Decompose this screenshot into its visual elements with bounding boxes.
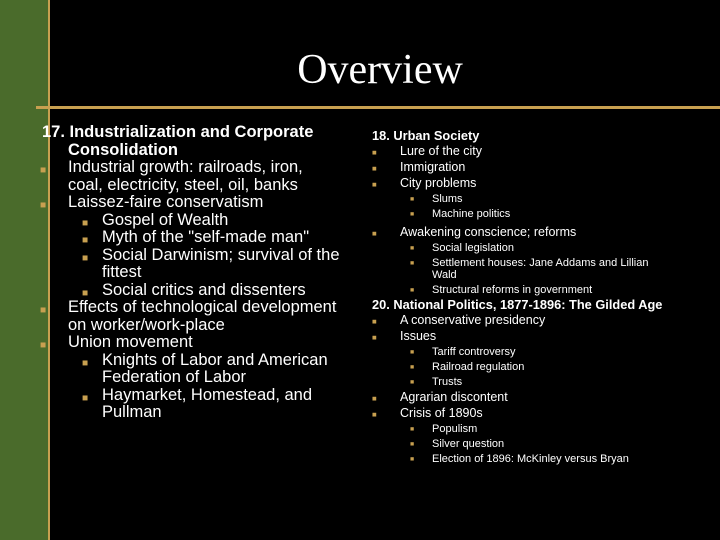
list-item: ■ Issues <box>372 330 672 343</box>
list-item: ■ City problems <box>372 177 672 190</box>
square-bullet-icon <box>410 424 414 436</box>
list-item: ■ Tariff controversy <box>372 346 672 358</box>
list-item: ■ Railroad regulation <box>372 361 672 373</box>
section-18-heading: 18. Urban Society <box>372 128 480 143</box>
square-bullet-icon <box>372 331 377 344</box>
list-item: ■ Knights of Labor and American Federation of Labor <box>40 352 342 387</box>
list-item: ■ Slums <box>372 193 672 205</box>
square-bullet-icon <box>372 227 377 240</box>
section-20-heading: 20. National Politics, 1877-1896: The Gilded Age <box>372 297 663 312</box>
square-bullet-icon <box>410 454 414 466</box>
square-bullet-icon <box>372 178 377 191</box>
slide-title: Overview <box>297 47 463 93</box>
list-item: ■ Awakening conscience; reforms <box>372 226 672 239</box>
list-item: ■ Union movement <box>40 334 342 352</box>
list-item: ■ A conservative presidency <box>372 314 672 327</box>
list-item: ■ Social Darwinism; survival of the fittest <box>40 247 342 282</box>
list-item: ■ Immigration <box>372 161 672 174</box>
square-bullet-icon <box>372 146 377 159</box>
square-bullet-icon <box>372 162 377 175</box>
square-bullet-icon <box>410 209 414 221</box>
left-column-list <box>40 124 342 422</box>
square-bullet-icon <box>82 250 88 268</box>
list-item: ■ Populism <box>372 423 672 435</box>
square-bullet-icon <box>410 362 414 374</box>
list-item: ■ Gospel of Wealth <box>40 212 342 230</box>
list-item: ■ Industrial growth: railroads, iron, coal, electricity, steel, oil, banks <box>40 159 342 194</box>
square-bullet-icon <box>410 285 414 297</box>
list-item: ■ Trusts <box>372 376 672 388</box>
square-bullet-icon <box>410 194 414 206</box>
list-item: ■ Agrarian discontent <box>372 391 672 404</box>
square-bullet-icon <box>372 408 377 421</box>
square-bullet-icon <box>410 258 414 270</box>
list-item: ■ Machine politics <box>372 208 672 220</box>
list-item: ■ Crisis of 1890s <box>372 407 672 420</box>
square-bullet-icon <box>82 355 88 373</box>
list-item: ■ Structural reforms in government <box>372 284 672 296</box>
right-column-list <box>372 127 672 465</box>
square-bullet-icon <box>410 347 414 359</box>
list-item: ■ Settlement houses: Jane Addams and Lillian Wald <box>372 257 672 281</box>
list-item: ■ Election of 1896: McKinley versus Bryan <box>372 453 672 465</box>
list-item: ■ Myth of the "self-made man" <box>40 229 342 247</box>
square-bullet-icon <box>40 302 46 320</box>
list-item: ■ Social legislation <box>372 242 672 254</box>
list-item: ■ Social critics and dissenters <box>40 282 342 300</box>
square-bullet-icon <box>372 392 377 405</box>
square-bullet-icon <box>410 377 414 389</box>
list-item: ■ Laissez-faire conservatism <box>40 194 342 212</box>
section-17-heading: 17. Industrialization and Corporate Consolidation <box>42 123 314 159</box>
square-bullet-icon <box>372 315 377 328</box>
square-bullet-icon <box>40 162 46 180</box>
list-item: ■ Effects of technological development on worker/work-place <box>40 299 342 334</box>
list-item: ■ Silver question <box>372 438 672 450</box>
square-bullet-icon <box>410 243 414 255</box>
list-item: ■ Haymarket, Homestead, and Pullman <box>40 387 342 422</box>
square-bullet-icon <box>82 390 88 408</box>
title-underline <box>36 106 720 109</box>
list-item: ■ Lure of the city <box>372 145 672 158</box>
square-bullet-icon <box>410 439 414 451</box>
